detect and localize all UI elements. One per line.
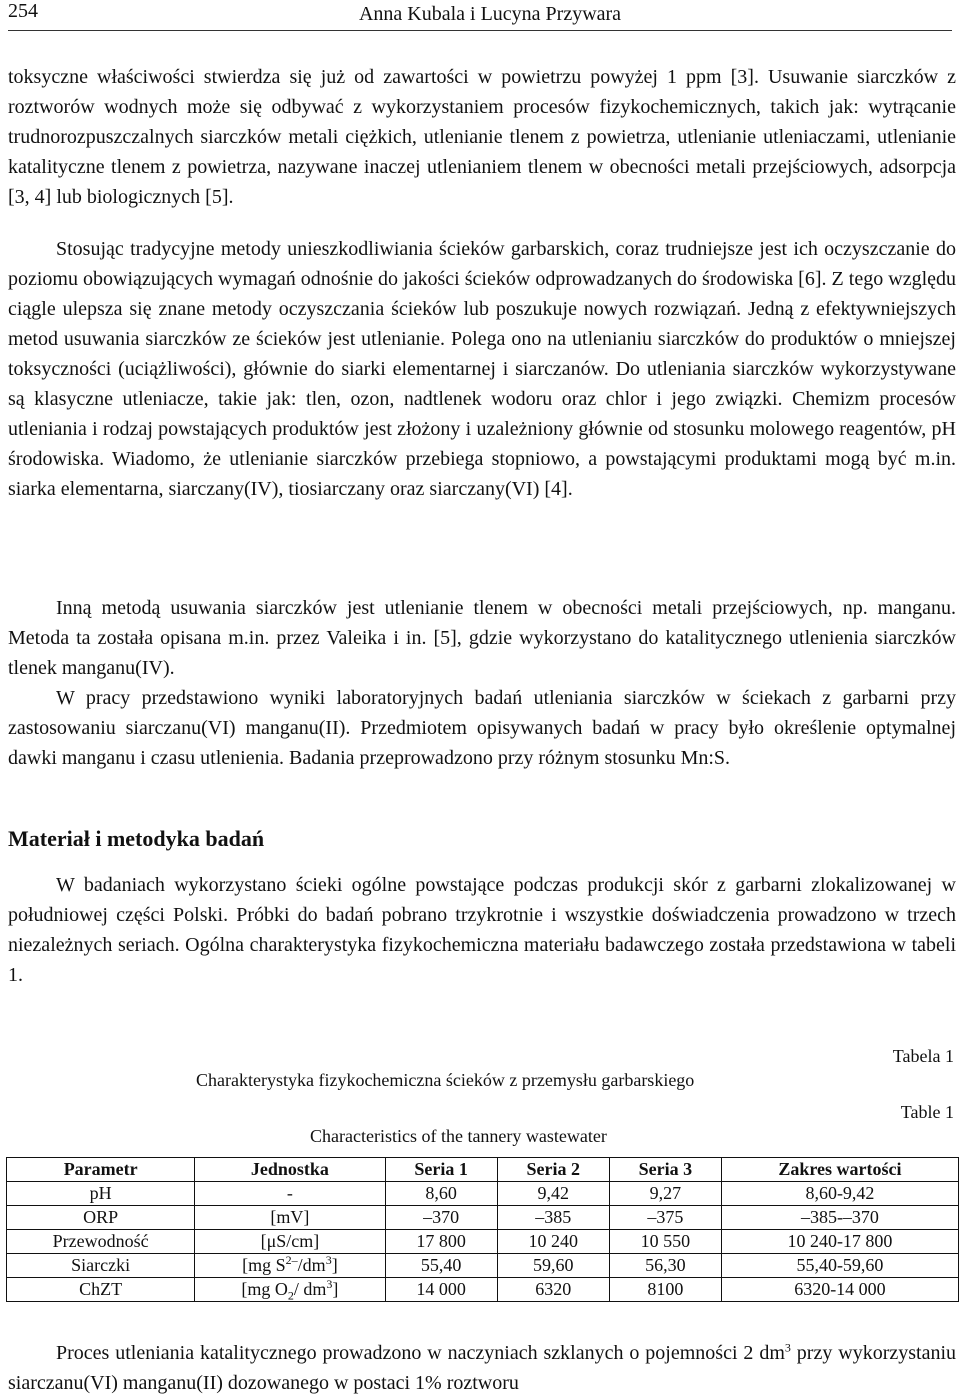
data-table [6,1157,959,1302]
paragraph-6-part: Proces utleniania katalitycznego prowadzono w naczyniach szklanych o pojemności 2 dm [56,1342,785,1364]
paragraph-1 [8,62,956,212]
table-header-row [7,1158,959,1182]
running-head-authors: Anna Kubala i Lucyna Przywara [358,3,622,25]
cell-seria-3: 8100 [609,1278,721,1302]
table-caption-en: Characteristics of the tannery wastewater [310,1126,607,1146]
table-label-en: Table 1 [900,1102,954,1122]
cell-seria-2: 10 240 [497,1230,609,1254]
paragraph-5-text: W badaniach wykorzystano ścieki ogólne powstające podczas produkcji skór z garbarni zlokalizowanej w południowej części Polski. Próbki do badań pobrano trzykrotnie i wszystkie doświadczenia prowadzono w trzech niezależnych seriach. Ogólna charakterystyka fizykochemiczna materiału badawczego została przedstawiona w tabeli 1. [8,874,956,986]
cell-seria-1: 14 000 [385,1278,497,1302]
cell-seria-1: –370 [385,1206,497,1230]
section-heading: Materiał i metodyka badań [8,826,265,851]
cell-seria-1: 17 800 [385,1230,497,1254]
cell-param: Siarczki [7,1254,195,1278]
paragraph-2-text: Stosując tradycyjne metody unieszkodliwiania ścieków garbarskich, coraz trudniejsze jest ich oczyszczanie do poziomu obowiązujących wymagań odnośnie do jakości ścieków odprowadzanych do środowiska [6]. Z tego względu ciągle ulepsza się znane metody oczyszczania ścieków lub poszukuje nowych rozwiązań. Jedną z efektywniejszych metod usuwania siarczków ze ścieków jest utlenianie. Polega ono na utlenianiu siarczków do produktów o mniejszej toksyczności (uciążliwości), głównie do siarki elementarnej i siarczanów. Do utleniania siarczków wykorzystywane są klasyczne utleniacze, takie jak: tlen, ozon, nadtlenek wodoru oraz chlor i jego związki. Chemizm procesów utleniania i rodzaj powstających produktów jest złożony i uzależniony głównie od stosunku molowego reagentów, pH środowiska. Wiadomo, że utlenianie siarczków przebiega stopniowo, a powstającymi produktami mogą być m.in. siarka elementarna, siarczany(IV), tiosiarczany oraz siarczany(VI) [4]. [8,238,956,500]
cell-param: Przewodność [7,1230,195,1254]
cell-seria-2: 59,60 [497,1254,609,1278]
paragraph-6-superscript: 3 [784,1340,791,1355]
cell-param: pH [7,1182,195,1206]
header-seria-3: Seria 3 [609,1158,721,1182]
paragraph-6-text [8,1338,956,1398]
header-seria-1: Seria 1 [385,1158,497,1182]
paragraph-5 [8,870,956,990]
running-head [8,0,952,31]
paragraph-1-text: toksyczne właściwości stwierdza się już od zawartości w powietrzu powyżej 1 ppm [3]. Usuwanie siarczków z roztworów wodnych może się odbywać z wykorzystaniem procesów fizykochemicznych, takich jak: wytrącanie trudnorozpuszczalnych siarczków metali ciężkich, utlenianie tlenem z powietrza, utlenianie utleniaczami, utlenianie katalityczne tlenem z powietrza, nazywane inaczej utlenianiem tlenem w obecności metali przejściowych, adsorpcja [3, 4] lub biologicznych [5]. [8,66,956,208]
unit-part: [mg S [242,1255,286,1275]
table-row [7,1278,959,1302]
cell-range: –385-–370 [721,1206,958,1230]
unit-part: / dm [293,1279,327,1299]
unit-part: ] [332,1279,339,1299]
cell-seria-3: 9,27 [609,1182,721,1206]
paragraph-3 [8,593,956,683]
cell-range: 6320-14 000 [721,1278,958,1302]
unit-superscript: 2– [285,1253,298,1267]
cell-seria-1: 8,60 [385,1182,497,1206]
cell-seria-3: 56,30 [609,1254,721,1278]
paragraph-6 [8,1338,956,1398]
header-jednostka: Jednostka [195,1158,385,1182]
paragraph-6-part: przy wykorzystaniu siarczanu(VI) manganu(II) dozowanego w postaci 1% roztworu [8,1342,957,1394]
cell-unit: [mV] [195,1206,385,1230]
cell-unit [195,1254,385,1278]
table-row [7,1254,959,1278]
cell-range: 10 240-17 800 [721,1230,958,1254]
header-zakres: Zakres wartości [721,1158,958,1182]
cell-seria-2: 9,42 [497,1182,609,1206]
cell-unit: - [195,1182,385,1206]
cell-range: 8,60-9,42 [721,1182,958,1206]
header-seria-2: Seria 2 [497,1158,609,1182]
cell-param: ChZT [7,1278,195,1302]
cell-seria-1: 55,40 [385,1254,497,1278]
unit-superscript: 3 [325,1253,332,1267]
cell-range: 55,40-59,60 [721,1254,958,1278]
cell-unit: [μS/cm] [195,1230,385,1254]
cell-unit [195,1278,385,1302]
cell-param: ORP [7,1206,195,1230]
table-row [7,1230,959,1254]
cell-seria-2: 6320 [497,1278,609,1302]
paragraph-2 [8,234,956,504]
unit-part: ] [331,1255,338,1275]
table-caption-pl: Charakterystyka fizykochemiczna ścieków z przemysłu garbarskiego [196,1070,695,1090]
unit-subscript: 2 [287,1288,294,1303]
table-row [7,1182,959,1206]
paragraph-4 [8,683,956,773]
table-label-pl: Tabela 1 [892,1046,954,1066]
paragraph-3-text: Inną metodą usuwania siarczków jest utlenianie tlenem w obecności metali przejściowych, np. manganu. Metoda ta została opisana m.in. przez Valeika i in. [5], gdzie wykorzystano do katalitycznego utlenienia siarczków tlenek manganu(IV). [8,597,956,679]
cell-seria-3: 10 550 [609,1230,721,1254]
unit-part: [mg O [241,1279,288,1299]
paragraph-4-text: W pracy przedstawiono wyniki laboratoryjnych badań utleniania siarczków w ściekach z garbarni przy zastosowaniu siarczanu(VI) manganu(II). Przedmiotem opisywanych badań w pracy było określenie optymalnej dawki manganu i czasu utlenienia. Badania przeprowadzono przy różnym stosunku Mn:S. [8,687,956,769]
unit-part: /dm [297,1255,326,1275]
cell-seria-2: –385 [497,1206,609,1230]
page-number: 254 [8,0,38,22]
table-row [7,1206,959,1230]
header-parametr: Parametr [7,1158,195,1182]
cell-seria-3: –375 [609,1206,721,1230]
unit-superscript: 3 [326,1277,333,1291]
